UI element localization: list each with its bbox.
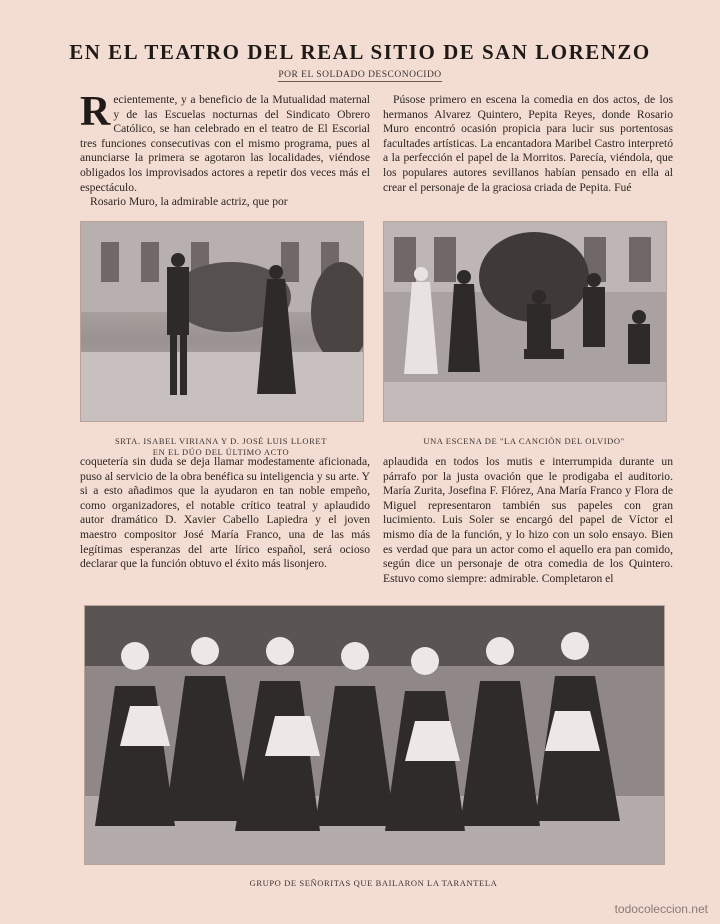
dancers-photo-image bbox=[85, 606, 664, 864]
scene-photo-image bbox=[384, 222, 666, 421]
caption-photo-1-line-2: EN EL DÚO DEL ÚLTIMO ACTO bbox=[152, 447, 290, 457]
intro-text: ecientemente, y a beneficio de la Mutualidad maternal y de las Escuelas nocturnas del Sindicato Obrero Católico, se han celebrado en el teatro de El Escorial tres funciones consecutivas con el mismo programa, pues al anunciarse la primera se agotaron las localidades, viéndose obligados los improvisados actores a repetir dos veces más el espectáculo. bbox=[80, 93, 370, 194]
text-column-bottom-right bbox=[383, 455, 673, 590]
byline-text: POR EL SOLDADO DESCONOCIDO bbox=[278, 70, 442, 80]
photo-cancion-del-olvido bbox=[383, 221, 667, 422]
text-column-bottom-left bbox=[80, 455, 370, 590]
caption-photo-3: GRUPO DE SEÑORITAS QUE BAILARON LA TARANTELA bbox=[249, 878, 498, 888]
paragraph-pepita: Púsose primero en escena la comedia en dos actos, de los hermanos Alvarez Quintero, Pepita Reyes, donde Rosario Muro encontró ocasión propicia para lucir sus portentosas facultades artísticas. La encantadora Maribel Castro interpretó a la perfección el papel de la Morritos. Parecía, viéndola, que los populares autores sevillanos habían pensado en ella al crear el personaje de la graciosa criada de Pepita. Fué bbox=[383, 93, 673, 194]
photo-duo-last-act bbox=[80, 221, 364, 422]
drop-cap: R bbox=[80, 89, 111, 135]
article-byline bbox=[0, 70, 720, 80]
text-column-top-left bbox=[80, 89, 370, 209]
paragraph-aplaudida: aplaudida en todos los mutis e interrumpida durante un párrafo por la justa ovación que le prodigaba el auditorio. María Zurita, Josefina F. Flórez, Ana María Franco y Flora de Miguel representaron también sus papeles con gran lucimiento. Luis Soler se encargó del papel de Víctor el mismo día de la función, y lo hizo con un solo ensayo. Bien es verdad que para un actor como el aquello era pan comido, según dice un personaje de otra comedia de los Quintero. Estuvo como siempre: admirable. Completaron el bbox=[383, 455, 673, 585]
photo-tarantela-dancers bbox=[84, 605, 665, 865]
paragraph-coqueteria: coquetería sin duda se deja llamar modestamente aficionada, puso al servicio de la obra benéfica su inteligencia y su arte. Y si a esto añadimos que la ayudaron en tan noble empeño, como organizadores, el notable crítico teatral y aplaudido autor dramático D. Xavier Cabello Lapiedra y el joven maestro compositor José María Franco, una de las más legítimas esperanzas del arte lírico español, será ocioso declarar que la función obtuvo el éxito más lisonjero. bbox=[80, 455, 370, 571]
caption-photo-2: UNA ESCENA DE "LA CANCIÓN DEL OLVIDO" bbox=[423, 436, 625, 446]
article-title: EN EL TEATRO DEL REAL SITIO DE SAN LORENZO bbox=[69, 40, 651, 64]
paragraph-intro bbox=[80, 89, 370, 195]
text-column-top-right bbox=[383, 93, 673, 205]
caption-photo-1-line-1: SRTA. ISABEL VIRIANA Y D. JOSÉ LUIS LLORET bbox=[114, 436, 328, 446]
watermark: todocoleccion.net bbox=[614, 902, 708, 916]
paragraph-rosario: Rosario Muro, la admirable actriz, que por bbox=[90, 195, 288, 209]
duo-photo-image bbox=[81, 222, 363, 421]
